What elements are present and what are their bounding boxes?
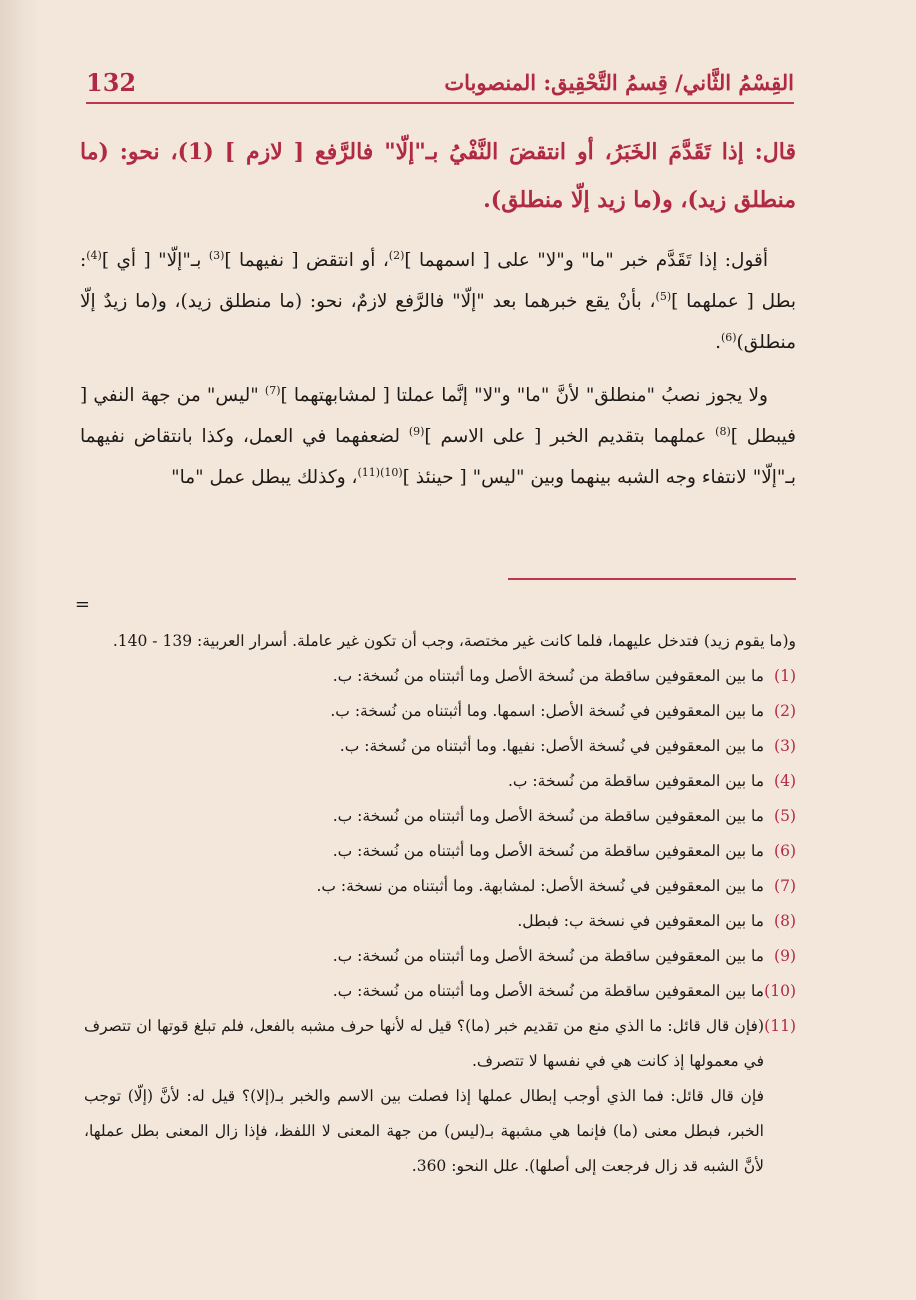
footnote-number: (4) [774, 772, 796, 790]
footnote-text: ما بين المعقوفين في نُسخة الأصل: نفيها. وما أثبتناه من نُسخة: ب. [339, 737, 764, 755]
footnote-item [84, 974, 796, 1009]
footnote-item [84, 869, 796, 904]
footnote-ref: (6) [720, 330, 737, 344]
commentary-paragraph-1 [80, 240, 796, 363]
footnote-item [84, 694, 796, 729]
footnote-divider [508, 578, 796, 580]
commentary-segment: : بطل [ عملهما ] [80, 250, 796, 312]
commentary-segment: . [715, 332, 721, 353]
commentary-segment: أقول: إذا تَقَدَّم خبر "ما" و"لا" على [ اسمهما ] [404, 250, 769, 271]
footnote-ref: (2) [388, 248, 405, 262]
footnote-ref: (5) [655, 289, 672, 303]
footnote-item [84, 729, 796, 764]
footnote-text: ما بين المعقوفين ساقطة من نُسخة الأصل وما أثبتناه من نُسخة: ب. [332, 807, 764, 825]
footnote-text: ما بين المعقوفين ساقطة من نُسخة الأصل وما أثبتناه من نُسخة: ب. [332, 667, 764, 685]
running-title: القِسْمُ الثَّاني/ قِسمُ التَّحْقِيق: المنصوبات [444, 69, 794, 95]
footnote-number: (9) [774, 947, 796, 965]
footnote-ref: (11) [357, 465, 381, 479]
footnote-text: ما بين المعقوفين ساقطة من نُسخة الأصل وما أثبتناه من نُسخة: ب. [332, 982, 764, 1000]
footnote-number: (7) [774, 877, 796, 895]
footnote-text: ما بين المعقوفين في نسخة ب: فبطل. [517, 912, 764, 930]
footnote-number: (11) [764, 1017, 796, 1035]
footnote-text: ما بين المعقوفين في نُسخة الأصل: لمشابهة. وما أثبتناه من نسخة: ب. [316, 877, 764, 895]
page-gutter-shadow [0, 0, 40, 1300]
footnote-item [84, 1009, 796, 1079]
footnote-item [84, 834, 796, 869]
footnote-text: (فإن قال قائل: ما الذي منع من تقديم خبر (ما)؟ قيل له لأنها حرف مشبه بالفعل، فلم تبلغ قوتها ان تتصرف في معمولها إذ كانت هي في نفسها لا تتصرف. [84, 1017, 764, 1070]
commentary-segment: ، وكذلك يبطل عمل "ما" [171, 467, 358, 488]
footnote-item [84, 904, 796, 939]
page-number: 132 [86, 67, 137, 97]
commentary-segment: "ليس" من جهة النفي [ فيبطل ] [80, 385, 796, 447]
footnote-ref: (7) [264, 383, 281, 397]
footnote-number: (1) [774, 667, 796, 685]
footnotes [84, 624, 796, 1184]
page-header [86, 62, 794, 104]
commentary-segment: ، أو انتقض [ نفيهما ] [224, 250, 389, 271]
footnote-ref: (10) [380, 465, 403, 479]
footnote-item [84, 939, 796, 974]
footnote-item [84, 659, 796, 694]
footnote-ref: (8) [715, 424, 731, 438]
footnote-item [84, 764, 796, 799]
commentary-paragraph-2 [80, 375, 796, 498]
main-text-quote: قال: إذا تَقَدَّمَ الخَبَرُ، أو انتقضَ النَّفْيُ بـ"إلّا" فالرَّفع [ لازم ] (1)، نحو: (ما منطلق زيد)، و(ما زيد إلّا منطلق). [80, 139, 796, 213]
footnote-final-paragraph: فإن قال قائل: فما الذي أوجب إبطال عملها إذا فصلت بين الاسم والخبر بـ(إلا)؟ قيل له: لأنَّ (إلّا) توجب الخبر، فبطل معنى (ما) فإنما هي مشبهة بـ(ليس) من جهة المعنى لا اللفظ، فإذا زال المعنى بطل عملها، لأنَّ الشبه قد زال فرجعت إلى أصلها). علل النحو: 360. [84, 1087, 764, 1175]
commentary [80, 240, 796, 510]
footnote-number: (10) [764, 982, 796, 1000]
commentary-segment: بـ"إلّا" [ أي ] [101, 250, 209, 271]
commentary-segment: ، بأنْ يقع خبرهما بعد "إلّا" فالرَّفع لازمٌ، نحو: (ما منطلق زيد)، و(ما زيدٌ إلّا منطلق) [80, 291, 796, 353]
commentary-segment: ولا يجوز نصبُ "منطلق" لأنَّ "ما" و"لا" إنَّما عملتا [ لمشابهتهما ] [280, 385, 768, 406]
footnote-number: (6) [774, 842, 796, 860]
footnote-text: ما بين المعقوفين ساقطة من نُسخة الأصل وما أثبتناه من نُسخة: ب. [332, 842, 764, 860]
footnote-number: (3) [774, 737, 796, 755]
commentary-segment: عملهما بتقديم الخبر [ على الاسم ] [424, 426, 716, 447]
footnote-number: (8) [774, 912, 796, 930]
continuation-mark: = [74, 594, 90, 615]
commentary-segment: لضعفهما في العمل، وكذا بانتقاض نفيهما بـ"إلّا" لانتفاء وجه الشبه بينهما وبين "ليس" [ حينئذ ] [80, 426, 796, 488]
footnote-text: ما بين المعقوفين ساقطة من نُسخة: ب. [507, 772, 764, 790]
footnote-text: ما بين المعقوفين ساقطة من نُسخة الأصل وما أثبتناه من نُسخة: ب. [332, 947, 764, 965]
footnote-ref: (3) [208, 248, 225, 262]
footnote-ref: (9) [408, 424, 425, 438]
footnote-number: (5) [774, 807, 796, 825]
footnote-continued: و(ما يقوم زيد) فتدخل عليهما، فلما كانت غير مختصة، وجب أن تكون غير عاملة. أسرار العربية: 139 - 140. [112, 632, 796, 650]
footnote-item [84, 799, 796, 834]
footnote-ref: (4) [86, 248, 102, 262]
footnote-text: ما بين المعقوفين في نُسخة الأصل: اسمها. وما أثبتناه من نُسخة: ب. [330, 702, 764, 720]
footnote-number: (2) [774, 702, 796, 720]
